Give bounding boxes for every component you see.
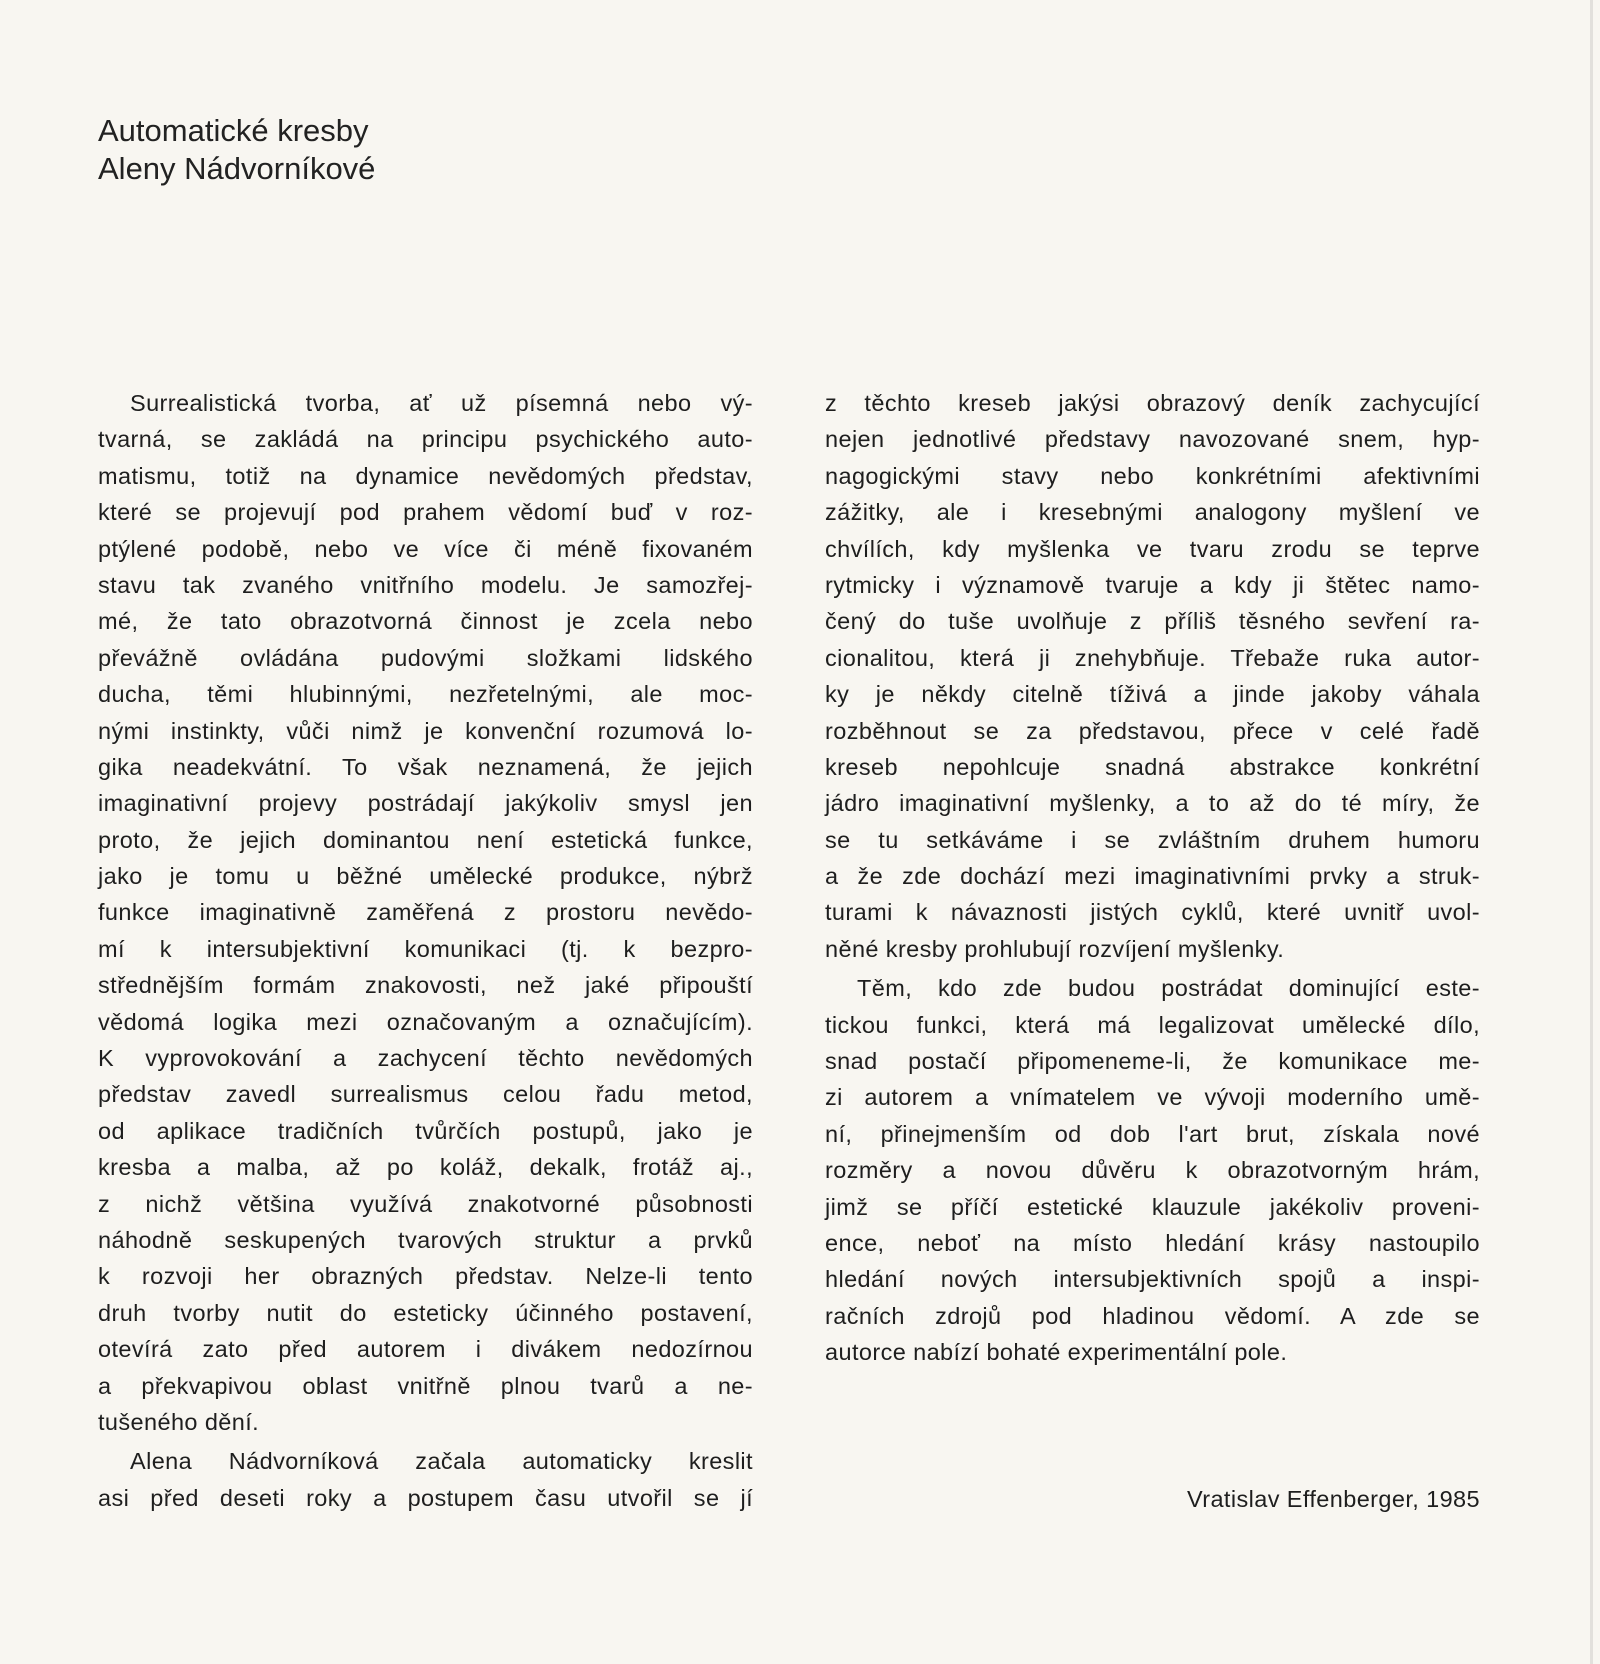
text-line: rozběhnout se za představou, přece v celé řadě [825, 717, 1480, 744]
text-line: ní, přinejmenším od dob l'art brut, získala nové [825, 1120, 1480, 1147]
text-line: představ zavedl surrealismus celou řadu metod, [98, 1081, 753, 1108]
text-line: cionalitou, která ji znehybňuje. Třebaže ruka autor- [825, 644, 1480, 671]
text-line: K vyprovokování a zachycení těchto nevědomých [98, 1045, 753, 1072]
text-line: z těchto kreseb jakýsi obrazový deník zachycující [825, 390, 1480, 416]
text-line: otevírá zato před autorem i divákem nedozírnou [98, 1336, 753, 1363]
paragraph [825, 385, 1480, 967]
text-line: tickou funkci, která má legalizovat umělecké dílo, [825, 1011, 1480, 1038]
text-line: z nichž většina využívá znakotvorné působnosti [98, 1190, 753, 1217]
text-line: nejen jednotlivé představy navozované snem, hyp- [825, 426, 1480, 453]
text-line: druh tvorby nutit do esteticky účinného postavení, [98, 1299, 753, 1326]
text-line: kreseb nepohlcuje snadná abstrakce konkrétní [825, 753, 1480, 780]
right-text-column [825, 385, 1480, 1371]
text-line: chvílích, kdy myšlenka ve tvaru zrodu se teprve [825, 535, 1480, 562]
title-line-2: Aleny Nádvorníkové [98, 151, 376, 186]
text-line: tušeného dění. [98, 1408, 260, 1435]
article-title [98, 112, 375, 188]
text-line: račních zdrojů pod hladinou vědomí. A zde se [825, 1302, 1480, 1329]
text-line: převážně ovládána pudovými složkami lidského [98, 644, 753, 671]
text-line: rytmicky i významově tvaruje a kdy ji štětec namo- [825, 571, 1480, 598]
text-line: rozměry a novou důvěru k obrazotvorným hrám, [825, 1157, 1480, 1184]
text-line: ptýlené podobě, nebo ve více či méně fixovaném [98, 535, 753, 562]
text-line: střednějším formám znakovosti, než jaké připouští [98, 972, 753, 999]
text-line: zážitky, ale i kresebnými analogony myšlení ve [825, 499, 1480, 526]
title-line-1: Automatické kresby [98, 113, 369, 148]
text-line: asi před deseti roky a postupem času utvořil se jí [98, 1484, 753, 1511]
text-line: od aplikace tradičních tvůrčích postupů, jako je [98, 1117, 753, 1144]
text-line: funkce imaginativně zaměřená z prostoru nevědo- [98, 899, 753, 926]
text-line: a překvapivou oblast vnitřně plnou tvarů a ne- [98, 1372, 753, 1399]
text-line: tvarná, se zakládá na principu psychického auto- [98, 426, 753, 453]
text-line: autorce nabízí bohaté experimentální pole. [825, 1339, 1288, 1366]
text-line: kresba a malba, až po koláž, dekalk, frotáž aj., [98, 1154, 753, 1181]
text-line: proto, že jejich dominantou není estetická funkce, [98, 826, 753, 853]
text-line: snad postačí připomeneme-li, že komunikace me- [825, 1048, 1480, 1075]
text-line: náhodně seskupených tvarových struktur a prvků [98, 1226, 753, 1253]
paragraph [825, 970, 1480, 1370]
text-line: jimž se příčí estetické klauzule jakékoliv proveni- [825, 1193, 1480, 1220]
text-line: matismu, totiž na dynamice nevědomých představ, [98, 462, 753, 489]
text-line: jako je tomu u běžné umělecké produkce, nýbrž [98, 863, 753, 890]
author-signature: Vratislav Effenberger, 1985 [1187, 1486, 1480, 1512]
text-line: nými instinkty, vůči nimž je konvenční rozumová lo- [98, 717, 753, 744]
left-text-column [98, 385, 753, 1516]
text-line: se tu setkáváme i se zvláštním druhem humoru [825, 826, 1480, 853]
text-line: stavu tak zvaného vnitřního modelu. Je samozřej- [98, 571, 753, 598]
text-line: čený do tuše uvolňuje z příliš těsného sevření ra- [825, 608, 1480, 635]
text-line: gika neadekvátní. To však neznamená, že jejich [98, 753, 753, 780]
text-line: turami k návaznosti jistých cyklů, které uvnitř uvol- [825, 899, 1480, 926]
text-line: které se projevují pod prahem vědomí buď v roz- [98, 499, 753, 526]
text-line: Těm, kdo zde budou postrádat dominující este- [857, 975, 1480, 1002]
text-line: zi autorem a vnímatelem ve vývoji moderního umě- [825, 1084, 1480, 1111]
text-line: jádro imaginativní myšlenky, a to až do té míry, že [825, 790, 1480, 817]
text-line: ence, neboť na místo hledání krásy nastoupilo [825, 1229, 1480, 1256]
text-line: Alena Nádvorníková začala automaticky kreslit [130, 1448, 753, 1475]
text-line: hledání nových intersubjektivních spojů a inspi- [825, 1266, 1480, 1293]
text-line: a že zde dochází mezi imaginativními prvky a struk- [825, 863, 1480, 890]
paragraph [98, 385, 753, 1440]
text-line: ky je někdy citelně tíživá a jinde jakoby váhala [825, 681, 1480, 708]
text-line: imaginativní projevy postrádají jakýkoliv smysl jen [98, 790, 753, 817]
text-line: mé, že tato obrazotvorná činnost je zcela nebo [98, 608, 753, 635]
text-line: nagogickými stavy nebo konkrétními afektivními [825, 462, 1480, 489]
text-line: vědomá logika mezi označovaným a označujícím). [98, 1008, 753, 1035]
text-line: k rozvoji her obrazných představ. Nelze-li tento [98, 1263, 753, 1290]
page-edge [1590, 0, 1593, 1664]
text-line: Surrealistická tvorba, ať už písemná nebo vý- [130, 390, 753, 416]
text-line: mí k intersubjektivní komunikaci (tj. k bezpro- [98, 935, 753, 962]
text-line: ducha, těmi hlubinnými, nezřetelnými, ale moc- [98, 681, 753, 708]
paragraph [98, 1443, 753, 1516]
text-line: něné kresby prohlubují rozvíjení myšlenky. [825, 935, 1285, 962]
